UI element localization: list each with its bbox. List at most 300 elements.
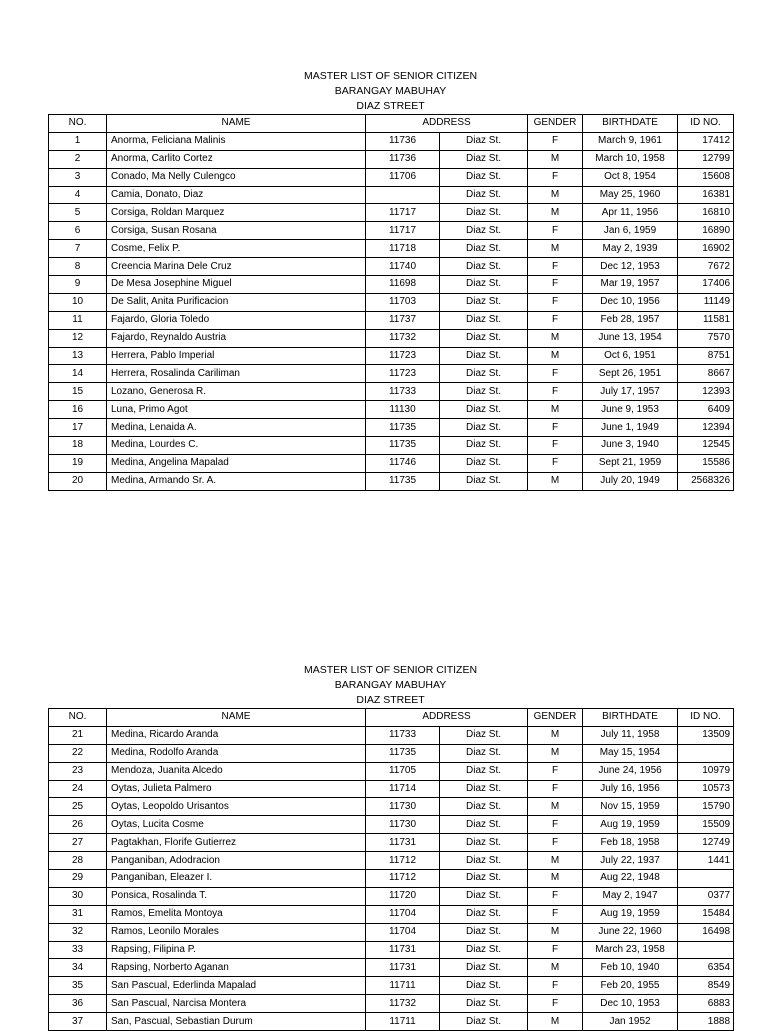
row-id-no: 7570 — [678, 329, 734, 347]
row-name: San Pascual, Ederlinda Mapalad — [107, 977, 366, 995]
row-name: Medina, Armando Sr. A. — [107, 472, 366, 490]
table-row — [49, 870, 734, 888]
row-street: Diaz St. — [440, 905, 528, 923]
col-name: NAME — [107, 115, 366, 133]
row-gender: F — [528, 780, 583, 798]
table-header-row — [49, 115, 734, 133]
row-street: Diaz St. — [440, 329, 528, 347]
row-street: Diaz St. — [440, 240, 528, 258]
table-row — [49, 834, 734, 852]
row-birthdate: March 23, 1958 — [583, 941, 678, 959]
row-id-no: 11581 — [678, 311, 734, 329]
row-gender: F — [528, 365, 583, 383]
row-house-no: 11732 — [366, 995, 440, 1013]
row-street: Diaz St. — [440, 887, 528, 905]
row-birthdate: June 1, 1949 — [583, 419, 678, 437]
table-row — [49, 258, 734, 276]
row-name: Medina, Ricardo Aranda — [107, 726, 366, 744]
row-house-no: 11740 — [366, 258, 440, 276]
row-gender: M — [528, 150, 583, 168]
row-name: Panganiban, Eleazer I. — [107, 870, 366, 888]
row-birthdate: Dec 10, 1953 — [583, 995, 678, 1013]
row-id-no: 6883 — [678, 995, 734, 1013]
row-street: Diaz St. — [440, 365, 528, 383]
row-no: 2 — [49, 150, 107, 168]
row-house-no: 11711 — [366, 977, 440, 995]
table-row — [49, 329, 734, 347]
row-gender: F — [528, 437, 583, 455]
row-name: De Salit, Anita Purificacion — [107, 293, 366, 311]
row-birthdate: June 22, 1960 — [583, 923, 678, 941]
row-gender: F — [528, 816, 583, 834]
row-no: 5 — [49, 204, 107, 222]
row-birthdate: Aug 19, 1959 — [583, 816, 678, 834]
row-gender: F — [528, 132, 583, 150]
row-street: Diaz St. — [440, 726, 528, 744]
table-row — [49, 401, 734, 419]
row-no: 37 — [49, 1013, 107, 1031]
row-name: Cosme, Felix P. — [107, 240, 366, 258]
row-name: Anorma, Carlito Cortez — [107, 150, 366, 168]
row-house-no: 11723 — [366, 365, 440, 383]
col-birthdate: BIRTHDATE — [583, 115, 678, 133]
row-birthdate: Sept 21, 1959 — [583, 454, 678, 472]
row-name: Medina, Angelina Mapalad — [107, 454, 366, 472]
row-no: 28 — [49, 852, 107, 870]
row-no: 31 — [49, 905, 107, 923]
row-gender: M — [528, 472, 583, 490]
master-list-section-2 — [48, 663, 733, 1031]
row-id-no — [678, 744, 734, 762]
row-name: Rapsing, Norberto Aganan — [107, 959, 366, 977]
list-header — [48, 663, 733, 708]
row-gender: F — [528, 941, 583, 959]
row-id-no: 11149 — [678, 293, 734, 311]
row-birthdate: May 2, 1947 — [583, 887, 678, 905]
row-id-no: 13509 — [678, 726, 734, 744]
row-no: 35 — [49, 977, 107, 995]
row-no: 9 — [49, 276, 107, 294]
row-name: Rapsing, Filipina P. — [107, 941, 366, 959]
row-no: 26 — [49, 816, 107, 834]
row-house-no: 11714 — [366, 780, 440, 798]
table-row — [49, 472, 734, 490]
row-id-no: 12799 — [678, 150, 734, 168]
row-no: 7 — [49, 240, 107, 258]
table-row — [49, 959, 734, 977]
row-id-no: 8549 — [678, 977, 734, 995]
row-name: Herrera, Rosalinda Cariliman — [107, 365, 366, 383]
row-no: 16 — [49, 401, 107, 419]
row-birthdate: March 9, 1961 — [583, 132, 678, 150]
row-no: 13 — [49, 347, 107, 365]
row-street: Diaz St. — [440, 834, 528, 852]
row-id-no: 6409 — [678, 401, 734, 419]
col-birthdate: BIRTHDATE — [583, 709, 678, 727]
header-barangay: BARANGAY MABUHAY — [334, 679, 447, 691]
row-street: Diaz St. — [440, 454, 528, 472]
row-id-no: 0377 — [678, 887, 734, 905]
row-no: 23 — [49, 762, 107, 780]
row-house-no: 11717 — [366, 204, 440, 222]
row-street: Diaz St. — [440, 1013, 528, 1031]
row-house-no: 11731 — [366, 941, 440, 959]
row-id-no: 16902 — [678, 240, 734, 258]
row-street: Diaz St. — [440, 276, 528, 294]
row-name: Anorma, Feliciana Malinis — [107, 132, 366, 150]
row-street: Diaz St. — [440, 311, 528, 329]
senior-citizen-table — [48, 114, 734, 491]
row-gender: M — [528, 852, 583, 870]
row-street: Diaz St. — [440, 258, 528, 276]
row-gender: M — [528, 726, 583, 744]
row-name: Fajardo, Reynaldo Austria — [107, 329, 366, 347]
row-birthdate: Feb 28, 1957 — [583, 311, 678, 329]
header-street: DIAZ STREET — [356, 694, 425, 706]
row-name: Oytas, Lucita Cosme — [107, 816, 366, 834]
table-row — [49, 941, 734, 959]
table-row — [49, 276, 734, 294]
row-no: 21 — [49, 726, 107, 744]
table-row — [49, 204, 734, 222]
row-street: Diaz St. — [440, 852, 528, 870]
row-id-no: 2568326 — [678, 472, 734, 490]
row-house-no: 11130 — [366, 401, 440, 419]
row-id-no: 16381 — [678, 186, 734, 204]
row-gender: M — [528, 329, 583, 347]
row-house-no: 11735 — [366, 472, 440, 490]
row-birthdate: June 9, 1953 — [583, 401, 678, 419]
row-house-no: 11736 — [366, 150, 440, 168]
table-row — [49, 977, 734, 995]
row-birthdate: June 13, 1954 — [583, 329, 678, 347]
row-no: 20 — [49, 472, 107, 490]
table-row — [49, 186, 734, 204]
row-house-no: 11717 — [366, 222, 440, 240]
table-row — [49, 454, 734, 472]
row-birthdate: June 24, 1956 — [583, 762, 678, 780]
row-gender: F — [528, 293, 583, 311]
row-birthdate: Jan 1952 — [583, 1013, 678, 1031]
row-id-no — [678, 941, 734, 959]
table-row — [49, 132, 734, 150]
row-gender: F — [528, 905, 583, 923]
col-no: NO. — [49, 709, 107, 727]
row-no: 15 — [49, 383, 107, 401]
row-street: Diaz St. — [440, 383, 528, 401]
row-id-no: 15608 — [678, 168, 734, 186]
row-id-no: 12545 — [678, 437, 734, 455]
row-house-no: 11731 — [366, 959, 440, 977]
row-id-no: 12394 — [678, 419, 734, 437]
row-birthdate: June 3, 1940 — [583, 437, 678, 455]
row-name: Mendoza, Juanita Alcedo — [107, 762, 366, 780]
row-house-no: 11735 — [366, 744, 440, 762]
row-birthdate: July 16, 1956 — [583, 780, 678, 798]
row-name: Fajardo, Gloria Toledo — [107, 311, 366, 329]
table-row — [49, 383, 734, 401]
table-row — [49, 726, 734, 744]
table-row — [49, 852, 734, 870]
col-gender: GENDER — [528, 709, 583, 727]
row-no: 1 — [49, 132, 107, 150]
row-gender: F — [528, 258, 583, 276]
row-name: Ponsica, Rosalinda T. — [107, 887, 366, 905]
row-street: Diaz St. — [440, 923, 528, 941]
master-list-section-1 — [48, 69, 733, 491]
table-row — [49, 293, 734, 311]
row-birthdate: March 10, 1958 — [583, 150, 678, 168]
row-no: 30 — [49, 887, 107, 905]
row-gender: F — [528, 311, 583, 329]
row-house-no: 11736 — [366, 132, 440, 150]
row-house-no: 11718 — [366, 240, 440, 258]
table-row — [49, 150, 734, 168]
row-id-no: 1441 — [678, 852, 734, 870]
row-id-no: 16498 — [678, 923, 734, 941]
row-name: San Pascual, Narcisa Montera — [107, 995, 366, 1013]
row-id-no: 12393 — [678, 383, 734, 401]
row-house-no: 11746 — [366, 454, 440, 472]
row-gender: M — [528, 204, 583, 222]
row-no: 14 — [49, 365, 107, 383]
row-house-no: 11706 — [366, 168, 440, 186]
row-id-no: 10573 — [678, 780, 734, 798]
row-no: 10 — [49, 293, 107, 311]
row-name: Pagtakhan, Florife Gutierrez — [107, 834, 366, 852]
row-street: Diaz St. — [440, 780, 528, 798]
header-street: DIAZ STREET — [356, 100, 425, 112]
row-house-no: 11712 — [366, 852, 440, 870]
col-address: ADDRESS — [366, 709, 528, 727]
row-name: Ramos, Leonilo Morales — [107, 923, 366, 941]
row-id-no: 7672 — [678, 258, 734, 276]
row-birthdate: Nov 15, 1959 — [583, 798, 678, 816]
table-row — [49, 240, 734, 258]
row-gender: F — [528, 887, 583, 905]
row-gender: M — [528, 347, 583, 365]
row-gender: M — [528, 870, 583, 888]
row-no: 29 — [49, 870, 107, 888]
row-house-no: 11711 — [366, 1013, 440, 1031]
row-name: Conado, Ma Nelly Culengco — [107, 168, 366, 186]
row-gender: M — [528, 240, 583, 258]
row-no: 12 — [49, 329, 107, 347]
row-street: Diaz St. — [440, 977, 528, 995]
row-house-no: 11698 — [366, 276, 440, 294]
row-id-no: 15484 — [678, 905, 734, 923]
row-birthdate: May 15, 1954 — [583, 744, 678, 762]
row-no: 17 — [49, 419, 107, 437]
row-street: Diaz St. — [440, 401, 528, 419]
row-house-no — [366, 186, 440, 204]
row-no: 33 — [49, 941, 107, 959]
row-id-no: 6354 — [678, 959, 734, 977]
row-gender: F — [528, 762, 583, 780]
row-house-no: 11732 — [366, 329, 440, 347]
row-id-no: 12749 — [678, 834, 734, 852]
row-no: 22 — [49, 744, 107, 762]
col-gender: GENDER — [528, 115, 583, 133]
row-street: Diaz St. — [440, 168, 528, 186]
row-gender: F — [528, 977, 583, 995]
table-row — [49, 905, 734, 923]
row-no: 32 — [49, 923, 107, 941]
row-no: 6 — [49, 222, 107, 240]
row-birthdate: Mar 19, 1957 — [583, 276, 678, 294]
row-name: Medina, Lourdes C. — [107, 437, 366, 455]
row-street: Diaz St. — [440, 437, 528, 455]
row-name: De Mesa Josephine Miguel — [107, 276, 366, 294]
row-name: Camia, Donato, Diaz — [107, 186, 366, 204]
row-birthdate: July 11, 1958 — [583, 726, 678, 744]
table-row — [49, 168, 734, 186]
row-no: 18 — [49, 437, 107, 455]
row-no: 34 — [49, 959, 107, 977]
row-birthdate: Aug 19, 1959 — [583, 905, 678, 923]
row-birthdate: Jan 6, 1959 — [583, 222, 678, 240]
table-row — [49, 762, 734, 780]
row-gender: M — [528, 186, 583, 204]
row-street: Diaz St. — [440, 419, 528, 437]
row-street: Diaz St. — [440, 959, 528, 977]
header-barangay: BARANGAY MABUHAY — [334, 85, 447, 97]
row-house-no: 11720 — [366, 887, 440, 905]
row-birthdate: May 25, 1960 — [583, 186, 678, 204]
row-house-no: 11731 — [366, 834, 440, 852]
row-name: Corsiga, Susan Rosana — [107, 222, 366, 240]
row-id-no: 15790 — [678, 798, 734, 816]
row-birthdate: Apr 11, 1956 — [583, 204, 678, 222]
row-gender: M — [528, 959, 583, 977]
row-house-no: 11730 — [366, 798, 440, 816]
table-row — [49, 365, 734, 383]
row-name: Herrera, Pablo Imperial — [107, 347, 366, 365]
header-title: MASTER LIST OF SENIOR CITIZEN — [303, 70, 478, 82]
row-birthdate: Dec 12, 1953 — [583, 258, 678, 276]
table-row — [49, 816, 734, 834]
row-street: Diaz St. — [440, 293, 528, 311]
row-house-no: 11733 — [366, 383, 440, 401]
senior-citizen-table — [48, 708, 734, 1031]
row-no: 4 — [49, 186, 107, 204]
row-gender: M — [528, 1013, 583, 1031]
row-no: 25 — [49, 798, 107, 816]
row-id-no: 16890 — [678, 222, 734, 240]
row-street: Diaz St. — [440, 941, 528, 959]
row-no: 27 — [49, 834, 107, 852]
row-street: Diaz St. — [440, 870, 528, 888]
row-birthdate: Sept 26, 1951 — [583, 365, 678, 383]
row-id-no: 1888 — [678, 1013, 734, 1031]
row-street: Diaz St. — [440, 798, 528, 816]
row-no: 3 — [49, 168, 107, 186]
row-house-no: 11712 — [366, 870, 440, 888]
row-id-no: 15586 — [678, 454, 734, 472]
row-name: Panganiban, Adodracion — [107, 852, 366, 870]
table-row — [49, 222, 734, 240]
table-header-row — [49, 709, 734, 727]
row-id-no: 8751 — [678, 347, 734, 365]
row-name: Creencia Marina Dele Cruz — [107, 258, 366, 276]
row-name: Medina, Lenaida A. — [107, 419, 366, 437]
row-gender: F — [528, 222, 583, 240]
row-gender: M — [528, 401, 583, 419]
row-name: San, Pascual, Sebastian Durum — [107, 1013, 366, 1031]
row-name: Medina, Rodolfo Aranda — [107, 744, 366, 762]
col-address: ADDRESS — [366, 115, 528, 133]
row-house-no: 11723 — [366, 347, 440, 365]
row-no: 8 — [49, 258, 107, 276]
col-id-no: ID NO. — [678, 709, 734, 727]
row-house-no: 11704 — [366, 905, 440, 923]
row-id-no: 15509 — [678, 816, 734, 834]
row-id-no: 16810 — [678, 204, 734, 222]
row-gender: F — [528, 995, 583, 1013]
row-gender: F — [528, 383, 583, 401]
row-house-no: 11704 — [366, 923, 440, 941]
row-gender: F — [528, 168, 583, 186]
row-house-no: 11733 — [366, 726, 440, 744]
row-name: Luna, Primo Agot — [107, 401, 366, 419]
row-no: 24 — [49, 780, 107, 798]
table-row — [49, 995, 734, 1013]
row-id-no: 17412 — [678, 132, 734, 150]
row-name: Ramos, Emelita Montoya — [107, 905, 366, 923]
row-birthdate: Feb 10, 1940 — [583, 959, 678, 977]
row-house-no: 11703 — [366, 293, 440, 311]
row-gender: F — [528, 454, 583, 472]
row-name: Lozano, Generosa R. — [107, 383, 366, 401]
row-birthdate: Dec 10, 1956 — [583, 293, 678, 311]
row-id-no: 8667 — [678, 365, 734, 383]
col-no: NO. — [49, 115, 107, 133]
row-birthdate: Feb 18, 1958 — [583, 834, 678, 852]
table-row — [49, 887, 734, 905]
row-gender: M — [528, 798, 583, 816]
row-house-no: 11730 — [366, 816, 440, 834]
table-row — [49, 419, 734, 437]
row-street: Diaz St. — [440, 744, 528, 762]
row-gender: F — [528, 419, 583, 437]
row-birthdate: Oct 8, 1954 — [583, 168, 678, 186]
row-street: Diaz St. — [440, 472, 528, 490]
row-street: Diaz St. — [440, 816, 528, 834]
row-id-no — [678, 870, 734, 888]
row-street: Diaz St. — [440, 995, 528, 1013]
row-gender: F — [528, 834, 583, 852]
col-id-no: ID NO. — [678, 115, 734, 133]
row-house-no: 11735 — [366, 437, 440, 455]
row-street: Diaz St. — [440, 204, 528, 222]
row-birthdate: July 20, 1949 — [583, 472, 678, 490]
row-gender: M — [528, 923, 583, 941]
row-house-no: 11735 — [366, 419, 440, 437]
row-street: Diaz St. — [440, 132, 528, 150]
row-street: Diaz St. — [440, 347, 528, 365]
table-row — [49, 347, 734, 365]
table-row — [49, 311, 734, 329]
table-row — [49, 923, 734, 941]
row-birthdate: July 17, 1957 — [583, 383, 678, 401]
row-birthdate: Feb 20, 1955 — [583, 977, 678, 995]
row-birthdate: July 22, 1937 — [583, 852, 678, 870]
row-house-no: 11705 — [366, 762, 440, 780]
row-id-no: 17406 — [678, 276, 734, 294]
table-row — [49, 1013, 734, 1031]
row-no: 11 — [49, 311, 107, 329]
col-name: NAME — [107, 709, 366, 727]
